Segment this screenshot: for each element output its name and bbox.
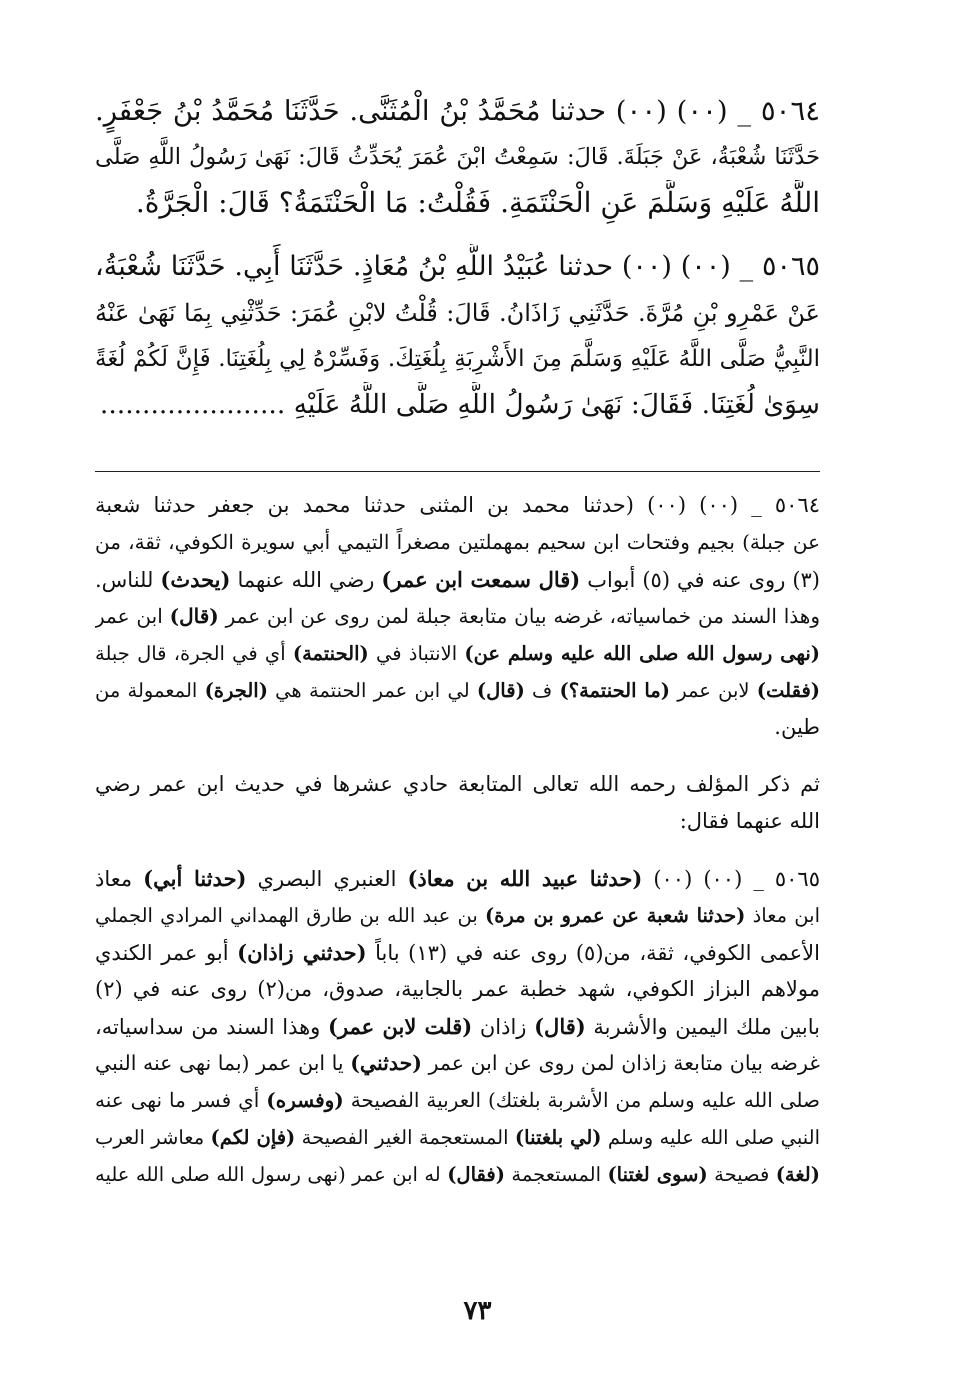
sharh-5065 [95, 860, 820, 1193]
hadith-line: النَّبِيُّ صَلَّى اللَّهُ عَلَيْهِ وَسَلَّمَ مِنَ الأَشْرِبَةِ بِلُغَتِكَ. وَفَسِّرْهُ لِي بِلُغَتِنَا. فَإِنَّ لَكُمْ لُغَةً [95, 346, 820, 372]
transition-paragraph [95, 766, 820, 840]
sharh-line: غرضه بيان متابعة زاذان لمن روى عن ابن عمر (حدثني) يا ابن عمر (بما نهى عنه النبي [95, 1051, 820, 1075]
hadith-line: حَدَّثَنَا شُعْبَةُ، عَنْ جَبَلَةَ. قَالَ: سَمِعْتُ ابْنَ عُمَرَ يُحَدِّثُ قَالَ: نَهَىٰ رَسُولُ اللَّهِ صَلَّى [95, 144, 820, 170]
sharh-line: مولاهم البزاز الكوفي، شهد خطبة عمر بالجابية، صدوق، من(٢) روى عنه في (٢) [95, 977, 820, 1001]
sharh-line: ٥٠٦٤ _ (٠٠) (٠٠) (حدثنا محمد بن المثنى حدثنا محمد بن جعفر حدثنا شعبة [95, 493, 820, 517]
sharh-line: صلى الله عليه وسلم من الأشربة بلغتك) العربية الفصيحة (وفسره) أي فسر ما نهى عنه [95, 1088, 820, 1112]
hadith-text [95, 88, 820, 428]
hadith-line: سِوَىٰ لُغَتِنَا. فَقَالَ: نَهَىٰ رَسُولُ اللَّهِ صَلَّى اللَّهُ عَلَيْهِ ...................... [99, 389, 820, 420]
separator-rule [95, 471, 820, 472]
sharh-5064 [95, 487, 820, 746]
sharh-line: الأعمى الكوفي، ثقة، من(٥) روى عنه في (١٣) باباً (حدثني زاذان) أبو عمر الكندي [95, 940, 820, 965]
sharh-line: النبي صلى الله عليه وسلم (لي بلغتنا) المستعجمة الغير الفصيحة (فإن لكم) معاشر العرب [95, 1126, 820, 1149]
hadith-line: عَنْ عَمْرِو بْنِ مُرَّةَ. حَدَّثَنِي زَاذَانُ. قَالَ: قُلْتُ لابْنِ عُمَرَ: حَدِّثْنِي بِمَا نَهَىٰ عَنْهُ [95, 299, 820, 327]
sharh-line: (فقلت) لابن عمر (ما الحنتمة؟) ف (قال) لي ابن عمر الحنتمة هي (الجرة) المعمولة من [95, 679, 820, 702]
continuation-dots: ...................... [99, 389, 286, 420]
sharh-line: وهذا السند من خماسياته، غرضه بيان متابعة جبلة لمن روى عن ابن عمر (قال) ابن عمر [95, 604, 820, 628]
commentary [95, 487, 820, 1193]
sharh-line: طين. [774, 715, 820, 739]
hadith-5064 [95, 88, 820, 226]
sharh-line: ٥٠٦٥ _ (٠٠) (٠٠) (حدثنا عبيد الله بن معاذ) العنبري البصري (حدثنا أبي) معاذ [95, 866, 820, 891]
transition-line: الله عنهما فقال: [679, 809, 820, 833]
sharh-line: (لغة) فصيحة (سوى لغتنا) المستعجمة (فقال) له ابن عمر (نهى رسول الله صلى الله عليه [95, 1163, 820, 1186]
sharh-line: (٣) روى عنه في (٥) أبواب (قال سمعت ابن عمر) رضي الله عنهما (يحدث) للناس. [95, 567, 820, 592]
hadith-line: ٥٠٦٥ _ (٠٠) (٠٠) حدثنا عُبَيْدُ اللَّهِ بْنُ مُعَاذٍ. حَدَّثَنَا أَبِي. حَدَّثَنَا شُعْبَةُ، [95, 251, 820, 282]
hadith-line: اللَّهُ عَلَيْهِ وَسَلَّمَ عَنِ الْحَنْتَمَةِ. فَقُلْتُ: مَا الْحَنْتَمَةُ؟ قَالَ: الْجَرَّةُ. [135, 186, 820, 219]
hadith-5065 [95, 244, 820, 428]
sharh-line: بابين ملك اليمين والأشربة (قال) زاذان (قلت لابن عمر) وهذا السند من سداسياته، [95, 1014, 820, 1039]
transition-line: ثم ذكر المؤلف رحمه الله تعالى المتابعة حادي عشرها في حديث ابن عمر رضي [95, 772, 820, 796]
sharh-line: ابن معاذ (حدثنا شعبة عن عمرو بن مرة) بن عبد الله بن طارق الهمداني المرادي الجملي [95, 904, 820, 927]
sharh-line: (نهى رسول الله صلى الله عليه وسلم عن) الانتباذ في (الحنتمة) أي في الجرة، قال جبلة [95, 642, 820, 665]
page-number: ٧٣ [463, 1296, 492, 1326]
sharh-line: عن جبلة) بجيم وفتحات ابن سحيم بمهملتين مصغراً التيمي أبي سويرة الكوفي، ثقة، من [95, 530, 820, 554]
hadith-line: ٥٠٦٤ _ (٠٠) (٠٠) حدثنا مُحَمَّدُ بْنُ الْمُثَنَّى. حَدَّثَنَا مُحَمَّدُ بْنُ جَعْفَرٍ. [95, 95, 820, 127]
